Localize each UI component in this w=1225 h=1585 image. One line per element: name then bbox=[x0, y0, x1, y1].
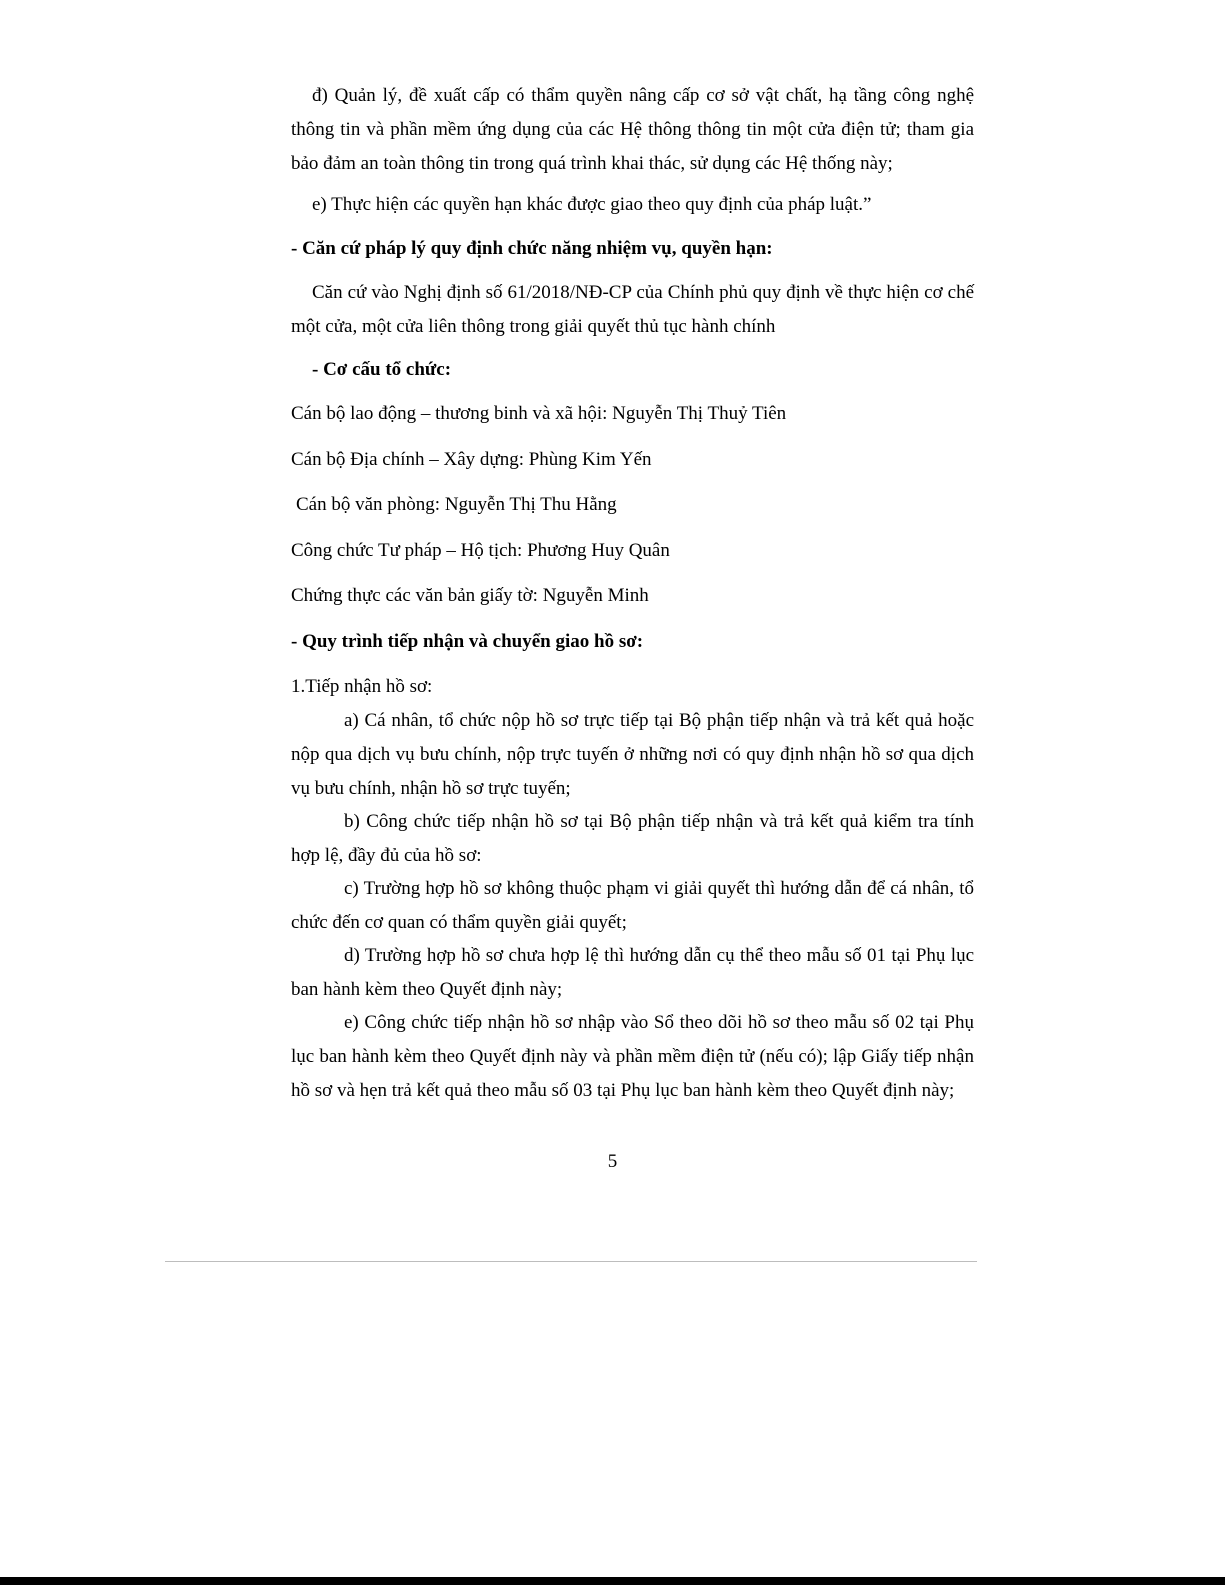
bottom-edge-bar bbox=[0, 1577, 1225, 1585]
list-item-d: d) Trường hợp hồ sơ chưa hợp lệ thì hướng dẫn cụ thể theo mẫu số 01 tại Phụ lục ban hành kèm theo Quyết định này; bbox=[291, 945, 974, 1000]
staff-line-office: Cán bộ văn phòng: Nguyễn Thị Thu Hằng bbox=[296, 494, 617, 515]
page-number: 5 bbox=[607, 1151, 618, 1172]
heading-structure: - Cơ cấu tổ chức: bbox=[312, 359, 452, 380]
staff-line-justice: Công chức Tư pháp – Hộ tịch: Phương Huy Quân bbox=[291, 540, 670, 561]
paragraph-d-duty: đ) Quản lý, đề xuất cấp có thẩm quyền nâng cấp cơ sở vật chất, hạ tầng công nghệ thông tin và phần mềm ứng dụng của các Hệ thông thông tin một cửa điện tử; tham gia bảo đảm an toàn thông tin trong quá trình khai thác, sử dụng các Hệ thống này; bbox=[291, 85, 974, 174]
list-item-b: b) Công chức tiếp nhận hồ sơ tại Bộ phận tiếp nhận và trả kết quả kiểm tra tính hợp lệ, đầy đủ của hồ sơ: bbox=[291, 811, 974, 866]
list-item-c: c) Trường hợp hồ sơ không thuộc phạm vi giải quyết thì hướng dẫn để cá nhân, tổ chức đến cơ quan có thẩm quyền giải quyết; bbox=[291, 878, 974, 933]
paragraph-legal-basis: Căn cứ vào Nghị định số 61/2018/NĐ-CP của Chính phủ quy định về thực hiện cơ chế một cửa, một cửa liên thông trong giải quyết thủ tục hành chính bbox=[291, 282, 974, 337]
subheading-receive: 1.Tiếp nhận hồ sơ: bbox=[291, 676, 433, 697]
paragraph-e-duty: e) Thực hiện các quyền hạn khác được giao theo quy định của pháp luật.” bbox=[312, 194, 872, 215]
staff-line-certification: Chứng thực các văn bản giấy tờ: Nguyễn Minh bbox=[291, 585, 649, 606]
list-item-e: e) Công chức tiếp nhận hồ sơ nhập vào Sổ theo dõi hồ sơ theo mẫu số 02 tại Phụ lục ban hành kèm theo Quyết định này và phần mềm điện tử (nếu có); lập Giấy tiếp nhận hồ sơ và hẹn trả kết quả theo mẫu số 03 tại Phụ lục ban hành kèm theo Quyết định này; bbox=[291, 1012, 974, 1101]
heading-process: - Quy trình tiếp nhận và chuyển giao hồ sơ: bbox=[291, 631, 644, 652]
heading-legal-basis: - Căn cứ pháp lý quy định chức năng nhiệm vụ, quyền hạn: bbox=[291, 238, 773, 259]
page-separator-rule bbox=[165, 1261, 977, 1262]
staff-line-land: Cán bộ Địa chính – Xây dựng: Phùng Kim Yến bbox=[291, 449, 652, 470]
list-item-a: a) Cá nhân, tổ chức nộp hồ sơ trực tiếp tại Bộ phận tiếp nhận và trả kết quả hoặc nộp qua dịch vụ bưu chính, nộp trực tuyến ở những nơi có quy định nhận hồ sơ qua dịch vụ bưu chính, nhận hồ sơ trực tuyến; bbox=[291, 710, 974, 799]
staff-line-labor: Cán bộ lao động – thương binh và xã hội: Nguyễn Thị Thuỷ Tiên bbox=[291, 403, 787, 424]
